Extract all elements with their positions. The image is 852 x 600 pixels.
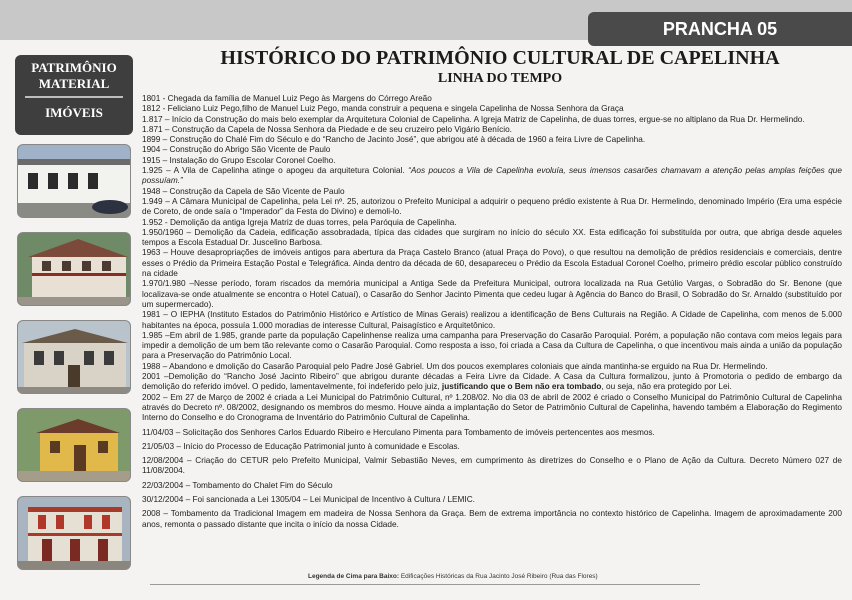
timeline-entry (142, 125, 842, 135)
page-subtitle: LINHA DO TEMPO (437, 71, 563, 86)
timeline-entry (142, 187, 842, 197)
timeline-entry-text: 1.985 –Em abril de 1.985, grande parte da população Capelinhense realiza uma campanha para Preservação do Casarão Paroquial. Porém, a população não contava com meios legais para impedir a demolição de um bem tão relevante como o Casarão Paroquial. Como resposta a isso, foi criada a Casa da Cultura de Capelinha, o que incentivou mais ainda a união da população para a Preservação do Patrimônio Local. (142, 330, 842, 361)
timeline-entry (142, 481, 842, 491)
timeline-entry (142, 197, 842, 218)
timeline-entry-text: 1.871 – Construção da Capela de Nossa Senhora da Piedade e de seu cruzeiro pelo Vigário Benício. (142, 124, 512, 134)
timeline-entry-text: 2008 – Tombamento da Tradicional Imagem em madeira de Nossa Senhora da Graça. Bem de extrema importância no contexto histórico de Capelinha. Imagem de aproximadamente 200 anos, remonta o passado distante que incita o início da nossa Cidade. (142, 509, 842, 529)
building-photo-5 (17, 496, 131, 570)
timeline-entry (142, 248, 842, 279)
plate-label: PRANCHA 05 (588, 12, 852, 46)
badge-line-2: MATERIAL (38, 76, 110, 91)
badge-line-1: PATRIMÔNIO (31, 60, 117, 75)
timeline-entry-text: 1812 - Feliciano Luiz Pego,filho de Manuel Luiz Pego, manda construir a pequena e singela Capelinha de Nossa Senhora da Graça (142, 104, 624, 114)
timeline-entry-text: 1904 – Construção do Abrigo São Vicente de Paulo (142, 145, 331, 155)
timeline-entry (142, 218, 842, 228)
timeline-entry-text: 1.817 – Início da Construção do mais belo exemplar da Arquitetura Colonial de Capelinha. A Igreja Matriz de Capelinha, de duas torres, ergue-se no altiplano da Rua Dr. Hermelindo. (142, 114, 805, 124)
timeline-quote: “Aos poucos a Vila de Capelinha evoluía, seus imensos casarões chamavam a atenção pelas amplas feições que possuíam.” (142, 166, 842, 186)
timeline-entry-text: 1948 – Construção da Capela de São Vicente de Paulo (142, 186, 345, 196)
building-photo-4 (17, 408, 131, 482)
timeline-entry-tail: , ou seja, não era protegido por Lei. (601, 382, 732, 392)
timeline-entry-text: 1988 – Abandono e dmolição do Casarão Paroquial pelo Padre José Gabriel. Um dos poucos exemplares coloniais que ainda mantinha-se erguido na Rua Dr. Hermelindo. (142, 361, 768, 371)
page-title: HISTÓRICO DO PATRIMÔNIO CULTURAL DE CAPELINHA (220, 47, 780, 69)
timeline-entry (142, 104, 842, 114)
timeline-emphasis: justificando que o Bem não era tombado (441, 382, 602, 392)
timeline-entry (142, 94, 842, 104)
footer-divider (150, 584, 700, 585)
timeline-entry-text: 1899 – Construção do Chalé Fim do Século e do “Rancho de Jacinto José”, que abrigou até à década de 1960 a feira Livre de Capelinha. (142, 135, 646, 145)
timeline-entry (142, 135, 842, 145)
timeline-entry-text: 22/03/2004 – Tombamento do Chalet Fim do Século (142, 480, 333, 490)
timeline-entry-text: 1915 – Instalação do Grupo Escolar Coronel Coelho. (142, 155, 336, 165)
timeline-entry (142, 310, 842, 331)
timeline-entry (142, 156, 842, 166)
timeline-entry (142, 393, 842, 424)
timeline-entry (142, 279, 842, 310)
timeline-entry-text: 11/04/03 – Solicitação dos Senhores Carlos Eduardo Ribeiro e Herculano Pimenta para Tombamento de imóveis pertencentes aos mesmos. (142, 427, 655, 437)
badge-line-3: IMÓVEIS (45, 105, 103, 120)
timeline (142, 94, 842, 560)
timeline-entry-text: 12/08/2004 – Criação do CETUR pelo Prefeito Municipal, Valmir Sebastião Neves, em cumprimento às diretrizes do Conselho e o Plano de Ação da Cultura. Decreto Número 027 de 11/08/2004. (142, 456, 842, 476)
timeline-entry (142, 495, 842, 505)
badge-divider (25, 96, 123, 98)
category-badge (15, 55, 133, 135)
timeline-entry (142, 166, 842, 187)
timeline-entry (142, 509, 842, 530)
building-photo-2 (17, 232, 131, 306)
timeline-entry (142, 372, 842, 393)
timeline-entry-text: 30/12/2004 – Foi sancionada a Lei 1305/04 – Lei Municipal de Incentivo à Cultura / LEMIC. (142, 494, 475, 504)
timeline-entry-text: 2002 – Em 27 de Março de 2002 é criada a Lei Municipal do Patrimônio Cultural, nº 1.208/02. No dia 03 de abril de 2002 é criado o Conselho Municipal do Patrimônio Cultural de Capelinha através do Decreto nº. 08/2002, designando os membros do mesmo. Houve ainda a implantação do Setor de Patrimônio Cultural de Capelinha, havendo também a Elaboração do Regimento Interno do Conselho e do Cronograma de Inventário do Patrimônio Cultural de Capelinha. (142, 392, 842, 423)
timeline-entry-text: 1.925 – A Vila de Capelinha atinge o apogeu da arquitetura Colonial. (142, 166, 409, 176)
timeline-entry (142, 362, 842, 372)
timeline-entry (142, 456, 842, 477)
building-photo-3 (17, 320, 131, 394)
timeline-entry-text: 1.950/1960 – Demolição da Cadeia, edificação assobradada, típica das cidades que surgiram no início do século XX. Esta edificação foi substituída por outra, que abriga desde aqueles tempos a Escola Estadual Dr. Juscelino Barbosa. (142, 227, 842, 248)
timeline-entry-text: 1963 – Houve desapropriações de imóveis antigos para abertura da Praça Castelo Branco (atual Praça do Povo), o que resultou na demolição de prédios residenciais e comerciais, dentre esses o Prédio da Primeira Estação Postal e Telegráfica. Ainda dentro da década de 60, desapareceu o Prédio da Escola Estadual Coronel Coelho, primeiro prédio escolar público construído na cidade (142, 248, 842, 279)
timeline-entry-text: 1981 – O IEPHA (Instituto Estados do Patrimônio Histórico e Artístico de Minas Gerais) realizou a identificação de Bens Culturais na Região. A Cidade de Capelinha, com menos de 5.000 habitantes na época, possuía 1.000 moradias de interesse Cultural, Paisagístico e Arquitetônico. (142, 310, 842, 330)
timeline-entry-text: 1801 - Chegada da família de Manuel Luiz Pego às Margens do Córrego Areão (142, 94, 432, 103)
timeline-entry-text: 1.952 - Demolição da antiga Igreja Matriz de duas torres, pela Paróquia de Capelinha. (142, 217, 457, 227)
timeline-entry (142, 115, 842, 125)
legend-text: Edificações Históricas da Rua Jacinto José Ribeiro (Rua das Flores) (399, 573, 598, 580)
timeline-entry (142, 442, 842, 452)
timeline-entry-text: 1.949 – A Câmara Municipal de Capelinha, pela Lei nº. 25, autorizou o Prefeito Municipal a adquirir o pequeno prédio existente à Rua Dr. Hermelindo, denominado Império (Era uma espécie de Coreto, de onde saía o “Imperador” da Festa do Divino) e demoli-lo. (142, 196, 842, 217)
timeline-entry (142, 428, 842, 438)
timeline-entry-text: 1.970/1.980 –Nesse período, foram riscados da memória municipal a Antiga Sede da Prefeitura Municipal, outrora localizada na Rua Getúlio Vargas, o Sobradão do Sr. Benone (que localizava-se onde atualmente se encontra o Hotel Catuaí), o Casarão do Senhor Jacinto Pimenta que cedeu lugar à Agência do Banco do Brasil, O Sobradão do Sr. Arnaldo (substituído por um supermercado). (142, 279, 842, 309)
timeline-entry (142, 145, 842, 155)
building-photo-1 (17, 144, 131, 218)
timeline-entry-text: 2001 –Demolição do “Rancho José Jacinto Ribeiro” que abrigou durante décadas a Feira Livre da Cidade. A Casa da Cultura formalizou, junto à Promotoria o pedido de embargo da demolição do referido imóvel. O pedido, lamentavelmente, foi indeferido pelo juiz, (142, 372, 842, 392)
timeline-entry (142, 228, 842, 249)
legend-label: Legenda de Cima para Baixo: (308, 573, 400, 580)
photo-legend (308, 573, 598, 580)
timeline-entry (142, 331, 842, 362)
timeline-entry-text: 21/05/03 – Início do Processo de Educação Patrimonial junto à comunidade e Escolas. (142, 441, 460, 451)
